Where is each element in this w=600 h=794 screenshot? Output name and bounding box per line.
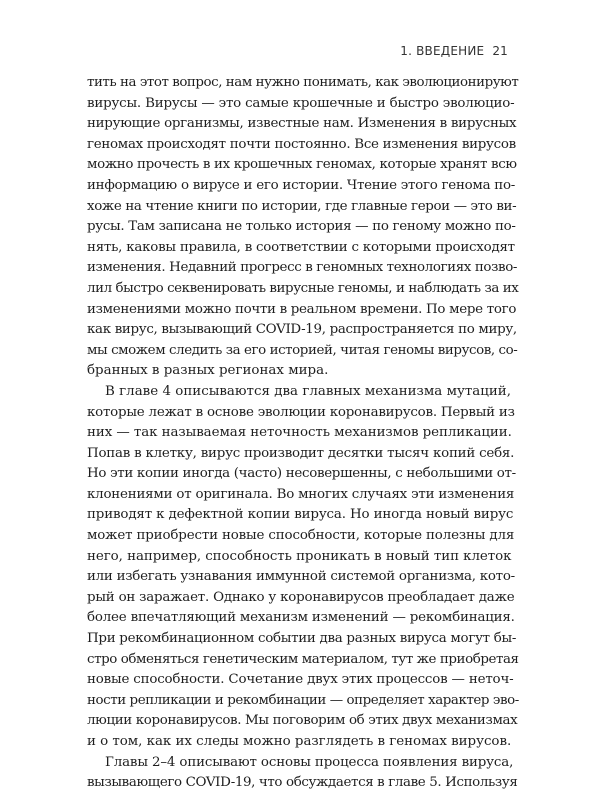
text-line: клонениями от оригинала. Во многих случаях эти изменения — [87, 486, 515, 502]
text-line: приводят к дефектной копии вируса. Но иногда новый вирус — [87, 507, 514, 523]
text-line: нирующие организмы, известные нам. Изменения в вирусных — [87, 116, 517, 132]
text-line: Попав в клетку, вирус производит десятки тысяч копий себя. — [87, 445, 515, 461]
text-line: можно прочесть в их крошечных геномах, которые хранят всю — [87, 157, 517, 173]
text-line: В главе 4 описываются два главных механизма мутаций, — [105, 383, 511, 399]
text-line: или избегать узнавания иммунной системой организма, кото- — [87, 569, 515, 585]
text-line: более впечатляющий механизм изменений — рекомбинация. — [87, 610, 515, 626]
text-line: и о том, как их следы можно разглядеть в геномах вирусов. — [87, 734, 512, 749]
text-line: изменениями можно почти в реальном времени. По мере того — [87, 301, 517, 317]
text-line: которые лежат в основе эволюции коронавирусов. Первый из — [87, 404, 515, 420]
text-line: люции коронавирусов. Мы поговорим об этих двух механизмах — [87, 713, 518, 729]
running-header — [400, 44, 508, 58]
text-line: хоже на чтение книги по истории, где главные герои — это ви- — [87, 198, 517, 214]
text-line: геномах происходят почти постоянно. Все изменения вирусов — [87, 136, 516, 152]
text-line: нять, каковы правила, в соответствии с которыми происходят — [87, 239, 515, 255]
page-number: 21 — [492, 44, 508, 58]
text-line: тить на этот вопрос, нам нужно понимать, как эволюционируют — [87, 75, 519, 90]
text-line: бранных в разных регионах мира. — [87, 363, 329, 379]
text-line: мы сможем следить за его историей, читая геномы вирусов, со- — [87, 342, 518, 358]
paragraph-2 — [87, 382, 519, 753]
text-line: информацию о вирусе и его истории. Чтение этого генома по- — [87, 177, 516, 193]
text-line: При рекомбинационном событии два разных вируса могут бы- — [87, 631, 517, 647]
text-line: изменения. Недавний прогресс в геномных технологиях позво- — [87, 260, 518, 276]
text-line: вызывающего COVID-19, что обсуждается в главе 5. Используя — [87, 775, 518, 791]
text-line: может приобрести новые способности, которые полезны для — [87, 528, 515, 544]
paragraph-3 — [87, 753, 518, 794]
text-line: вирусы. Вирусы — это самые крошечные и быстро эволюцио- — [87, 95, 515, 111]
text-line: стро обменяться генетическим материалом, тут же приобретая — [87, 651, 519, 667]
section-title: 1. ВВЕДЕНИЕ — [400, 44, 485, 58]
text-line: рый он заражает. Однако у коронавирусов преобладает даже — [87, 589, 515, 605]
text-line: Главы 2–4 описывают основы процесса появления вируса, — [105, 754, 514, 770]
text-line: Но эти копии иногда (часто) несовершенны, с небольшими от- — [87, 466, 516, 482]
text-line: русы. Там записана не только история — по геному можно по- — [87, 219, 516, 235]
text-line: них — так называемая неточность механизмов репликации. — [87, 425, 512, 441]
paragraph-1 — [87, 73, 519, 382]
text-line: него, например, способность проникать в новый тип клеток — [87, 548, 512, 564]
text-line: новые способности. Сочетание двух этих процессов — неточ- — [87, 672, 514, 688]
text-line: ности репликации и рекомбинации — определяет характер эво- — [87, 692, 519, 708]
text-line: лил быстро секвенировать вирусные геномы, и наблюдать за их — [87, 280, 519, 296]
text-line: как вирус, вызывающий COVID-19, распространяется по миру, — [87, 322, 517, 338]
body-text — [87, 73, 519, 794]
